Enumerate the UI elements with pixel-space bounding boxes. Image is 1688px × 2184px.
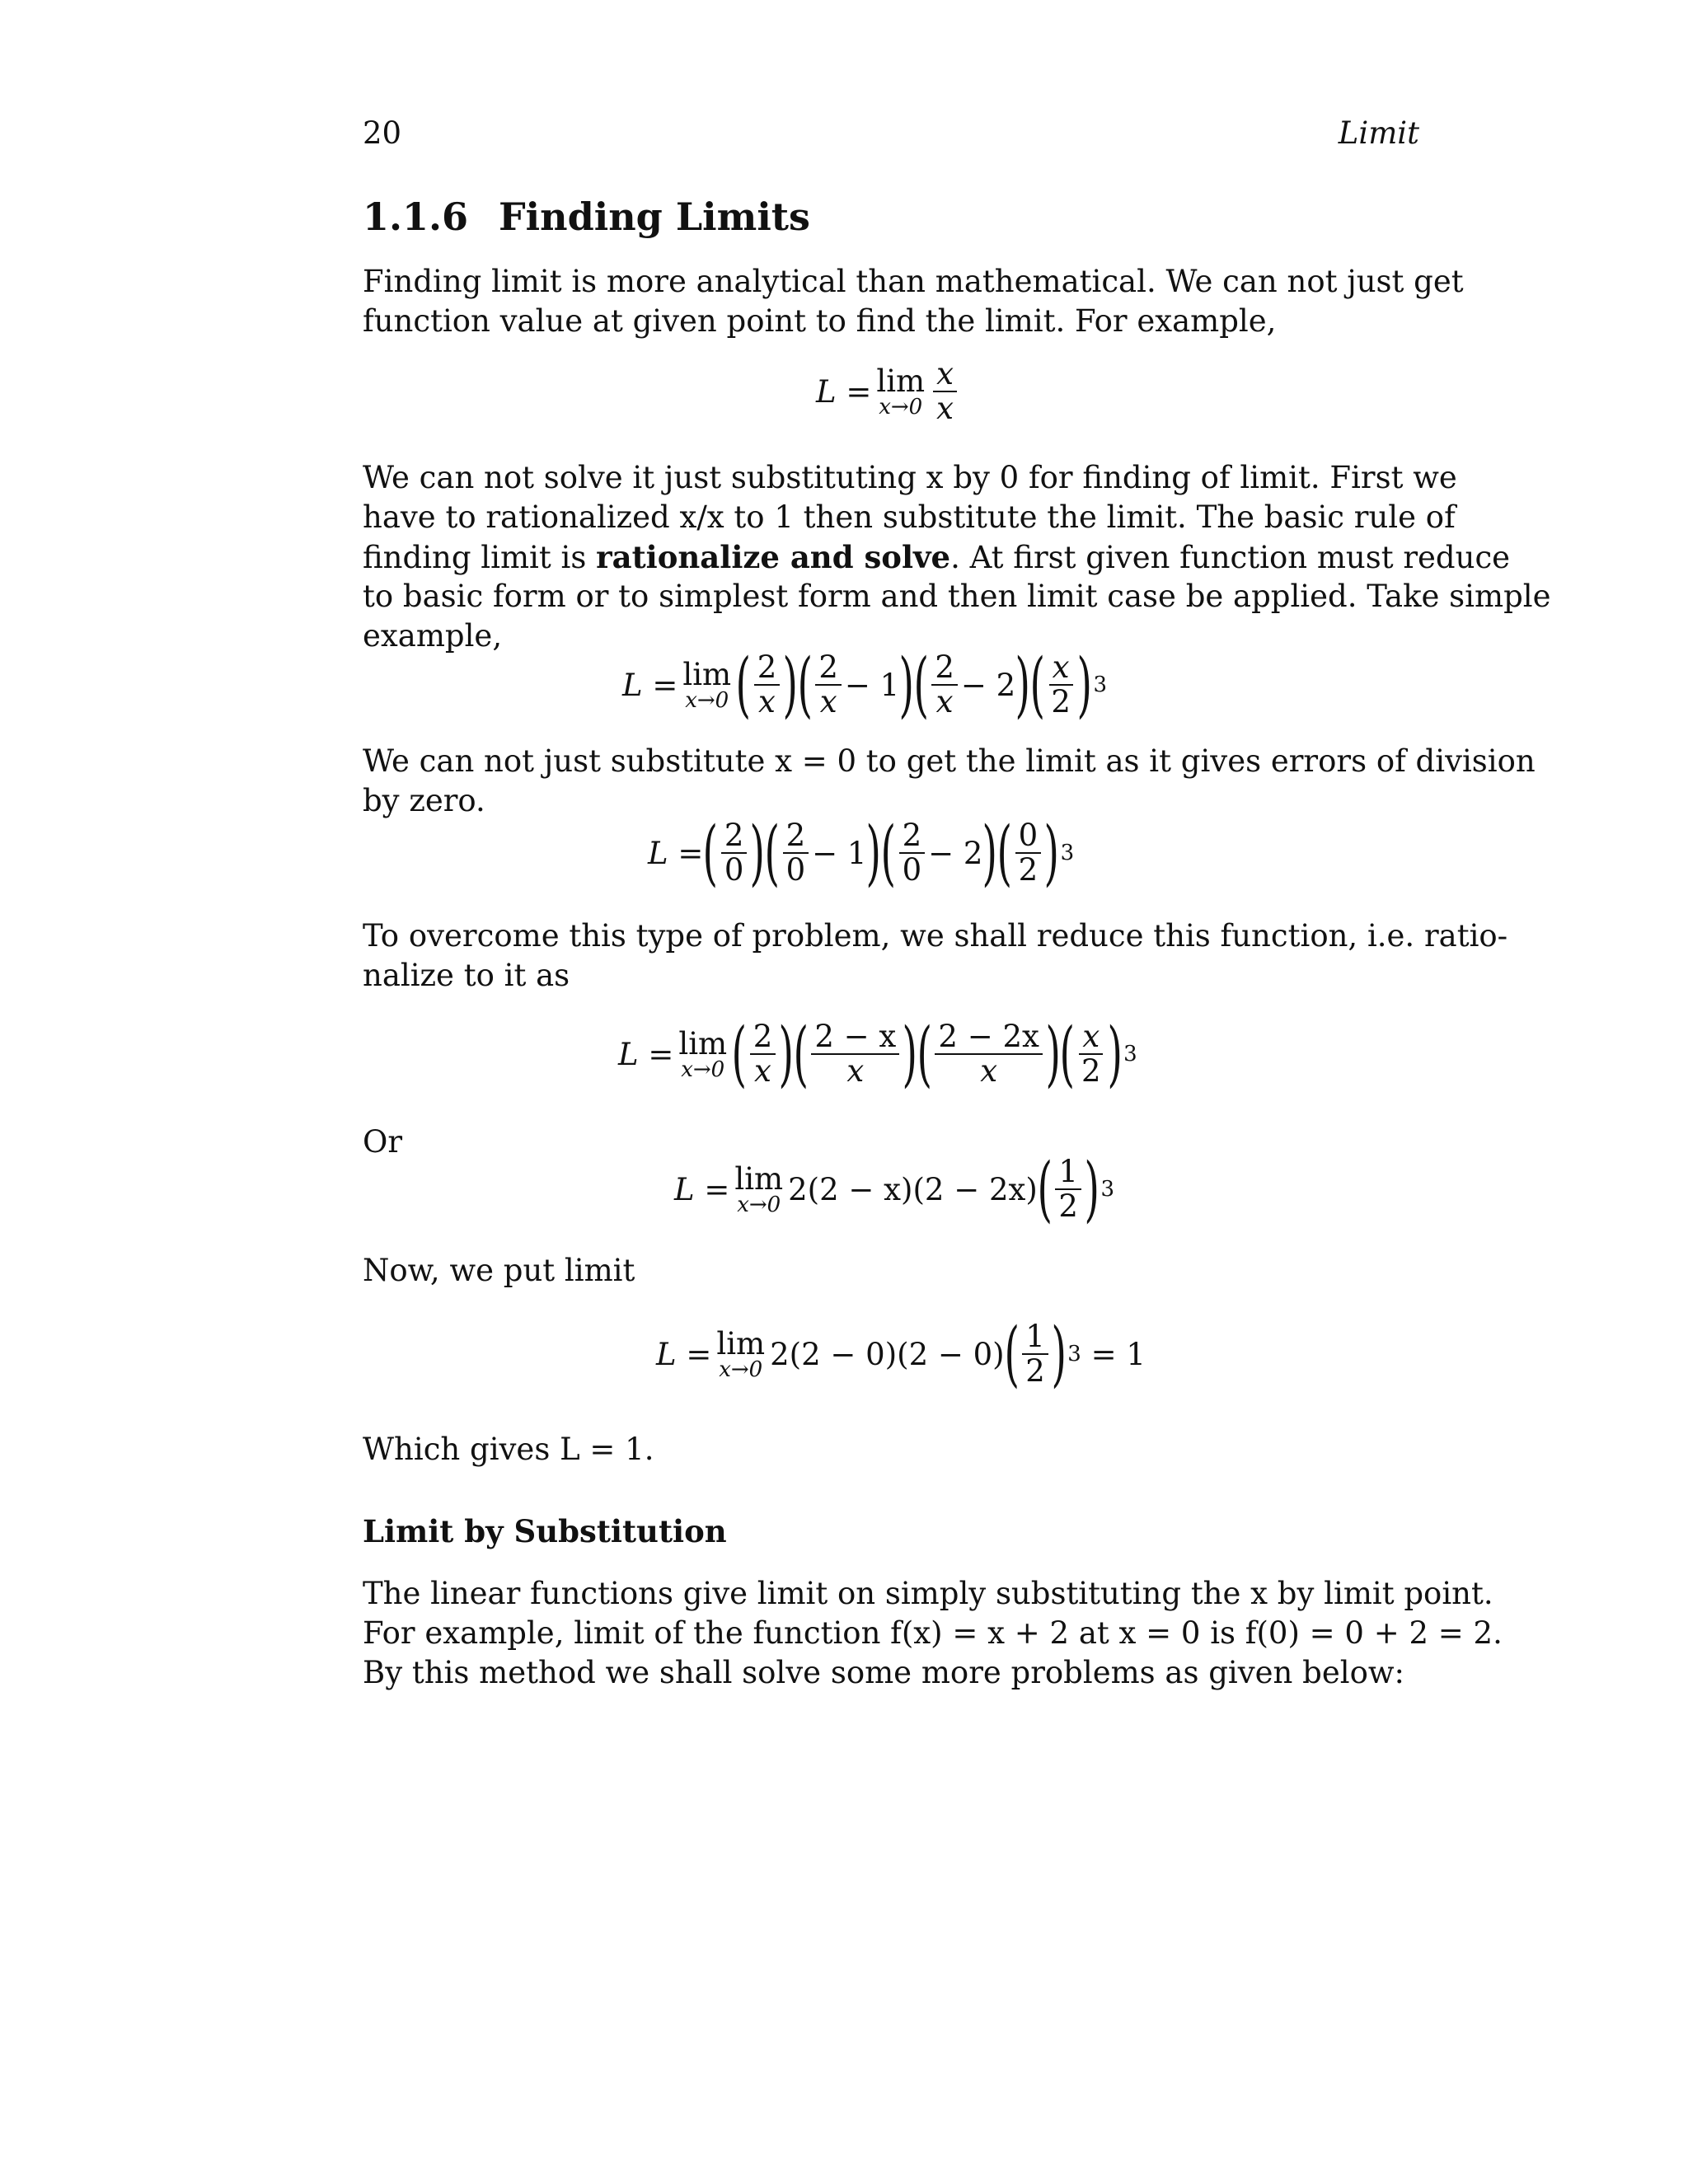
text-line: example,	[363, 618, 503, 654]
text-line: function value at given point to find the limit. For example,	[363, 303, 1277, 339]
paragraph-4	[363, 916, 1508, 996]
paragraph-2	[363, 458, 1551, 656]
equation-3: L = ( $\frac{2}{0}$ ) ( $\frac{2}{0}$ − 1 ) ( $\frac{2}{0}$ − 2 ) ( $\frac{0}{2}$ ) 3	[648, 812, 1075, 894]
limit-operator: lim x→0	[734, 1161, 784, 1217]
bold-phrase: rationalize and solve	[596, 539, 951, 575]
section-title: Finding Limits	[499, 194, 810, 239]
limit-operator: lim x→0	[876, 363, 926, 419]
equation-5: L = lim x→0 2(2 − x)(2 − 2x) ( $\frac{1}{2}$ ) 3	[674, 1148, 1115, 1230]
text-line: finding limit is rationalize and solve. At first given function must reduce	[363, 539, 1511, 575]
text-line: nalize to it as	[363, 958, 570, 993]
put-limit-text: Now, we put limit	[363, 1253, 635, 1288]
limit-operator: lim x→0	[716, 1326, 766, 1382]
equation-2: L = lim x→0 ( $\frac{2}{x}$ ) ( $\frac{2}{x}$ − 1 ) ( $\frac{2}{x}$ − 2 ) ( $\frac{x}{2}$ ) 3	[622, 644, 1107, 726]
fraction: $\frac{x}{x}$	[933, 358, 957, 425]
paragraph-5	[363, 1574, 1503, 1693]
page-number: 20	[363, 115, 402, 151]
text-line: by zero.	[363, 783, 485, 818]
text-line: We can not solve it just substituting x by 0 for finding of limit. First we	[363, 460, 1457, 495]
paragraph-3	[363, 742, 1536, 821]
text-line: To overcome this type of problem, we shall reduce this function, i.e. ratio-	[363, 918, 1508, 954]
equation-6: L = lim x→0 2(2 − 0)(2 − 0) ( $\frac{1}{2}$ ) 3 = 1	[656, 1313, 1146, 1395]
running-title: Limit	[1338, 115, 1419, 151]
text-line: Finding limit is more analytical than mathematical. We can not just get	[363, 264, 1464, 299]
page-header	[363, 115, 1419, 158]
math-symbol: L	[816, 373, 837, 410]
limit-operator: lim x→0	[682, 657, 732, 713]
text-line: We can not just substitute x = 0 to get the limit as it gives errors of division	[363, 743, 1536, 779]
math-symbol: =	[846, 373, 872, 410]
text-line: By this method we shall solve some more problems as given below:	[363, 1655, 1404, 1690]
section-number: 1.1.6	[363, 194, 469, 239]
text-line: have to rationalized x/x to 1 then substitute the limit. The basic rule of	[363, 499, 1456, 535]
section-heading	[363, 194, 810, 239]
subsection-heading: Limit by Substitution	[363, 1513, 727, 1549]
which-gives-text: Which gives L = 1.	[363, 1432, 654, 1467]
limit-operator: lim x→0	[678, 1026, 728, 1082]
intro-paragraph	[363, 262, 1464, 341]
equation-1	[816, 358, 960, 425]
equation-4: L = lim x→0 ( $\frac{2}{x}$ ) ( $\frac{2 - x}{x}$ ) ( $\frac{2 - 2x}{x}$ ) ( $\frac{x}{2}$ ) 3	[618, 1013, 1137, 1095]
text-line: For example, limit of the function f(x) = x + 2 at x = 0 is f(0) = 0 + 2 = 2.	[363, 1615, 1503, 1651]
text-line: The linear functions give limit on simply substituting the x by limit point.	[363, 1576, 1493, 1611]
text-line: to basic form or to simplest form and then limit case be applied. Take simple	[363, 579, 1551, 614]
or-label: Or	[363, 1124, 403, 1160]
